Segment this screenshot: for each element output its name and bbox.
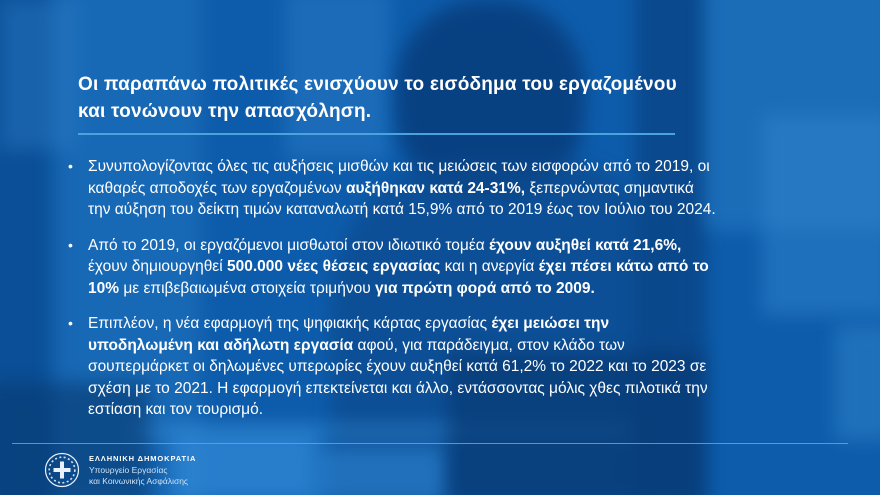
bullet-text: Επιπλέον, η νέα εφαρμογή της ψηφιακής κάρτας εργασίας <box>88 315 492 332</box>
ministry-line-2: και Κοινωνικής Ασφάλισης <box>89 475 189 486</box>
bullet-text-bold: έχει μειώσει την υποδηλωμένη και αδήλωτη εργασία <box>88 315 610 354</box>
bullet-text: και η ανεργία <box>440 258 539 275</box>
title-divider <box>78 133 675 135</box>
bullet-item <box>66 235 718 300</box>
bullet-list <box>66 156 718 435</box>
hellenic-republic-emblem-icon <box>44 452 80 488</box>
bullet-text-bold: για πρώτη φορά από το 2009. <box>375 279 595 297</box>
bullet-text-bold: 500.000 νέες θέσεις εργασίας <box>226 258 441 275</box>
footer-divider <box>12 443 848 444</box>
footer <box>44 452 196 488</box>
org-name: ΕΛΛΗΝΙΚΗ ΔΗΜΟΚΡΑΤΙΑ <box>89 454 197 463</box>
bullet-text: έχουν δημιουργηθεί <box>88 258 227 275</box>
bullet-text-bold: αυξήθηκαν κατά 24-31%, <box>345 179 526 197</box>
photo-shape <box>762 115 880 315</box>
bullet-item <box>66 313 718 421</box>
bullet-text: ξεπερνώντας σημαντικά την αύξηση του δείκτη τιμών καταναλωτή κατά 15,9% από το 2019 έως τον Ιούλιο του 2024. <box>88 179 716 218</box>
photo-shape <box>835 325 880 440</box>
bullet-text-bold: έχουν αυξηθεί κατά 21,6%, <box>489 236 682 254</box>
bullet-item <box>66 156 718 221</box>
bullet-text: Συνυπολογίζοντας όλες τις αυξήσεις μισθών και τις μειώσεις των εισφορών από το 2019, οι καθαρές αποδοχές των εργαζομένων <box>88 158 710 197</box>
slide-title <box>78 71 677 125</box>
photo-shape <box>312 447 447 495</box>
bullet-text: αφού, για παράδειγμα, στον κλάδο των σουπερμάρκετ οι δηλωμένες υπερωρίες έχουν αυξηθεί κατά 61,2% το 2022 και το 2023 σε σχέση με το 2021. Η εφαρμογή επεκτείνεται και άλλο, εντάσσοντας μόλις χθες πιλοτικά την εστίαση και τον τουρισμό. <box>88 336 708 418</box>
org-text <box>89 454 196 486</box>
bullet-text-bold: έχει πέσει κάτω από το 10% <box>88 258 709 297</box>
bullet-text: με επιβεβαιωμένα στοιχεία τριμήνου <box>119 279 376 297</box>
bullet-text: Από το 2019, οι εργαζόμενοι μισθωτοί στον ιδιωτικό τομέα <box>88 236 490 254</box>
ministry-line-1: Υπουργείο Εργασίας <box>89 465 168 475</box>
photo-shape <box>0 0 80 150</box>
slide-title-line-2: και τονώνουν την απασχόληση. <box>78 101 372 122</box>
slide-title-line-1: Οι παραπάνω πολιτικές ενισχύουν το εισόδημα του εργαζομένου <box>78 74 677 95</box>
